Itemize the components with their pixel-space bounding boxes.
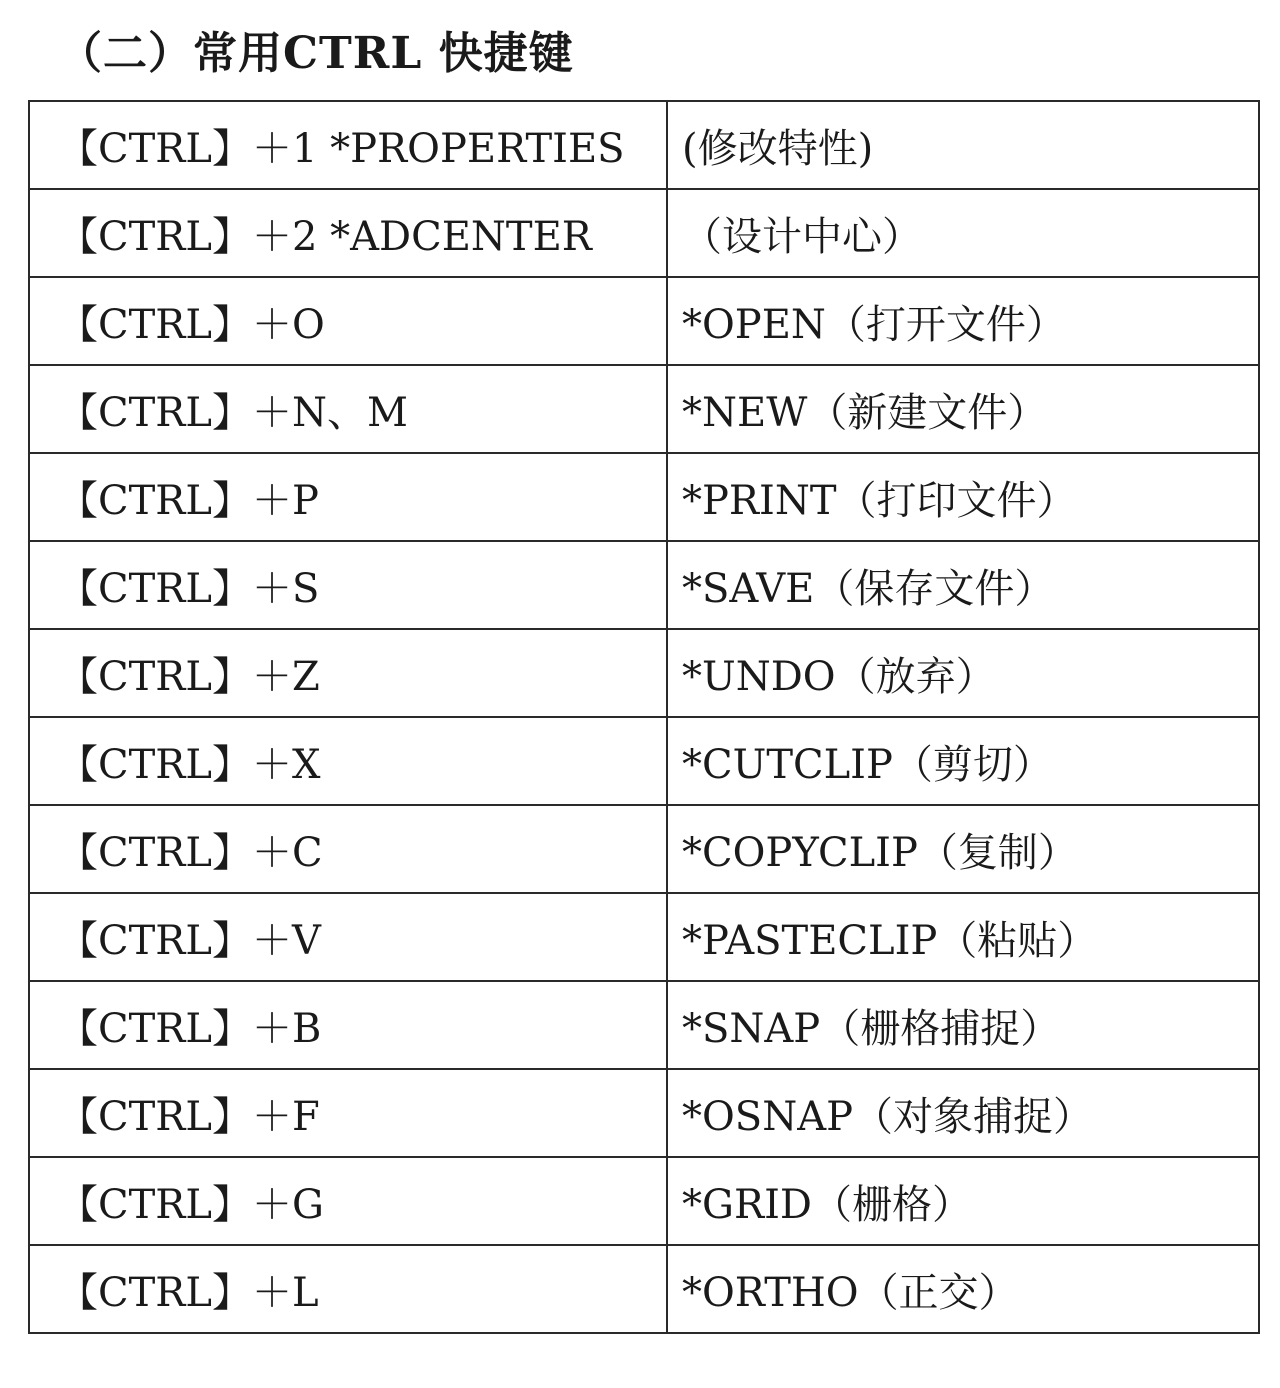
table-row (29, 1069, 1259, 1157)
table-row (29, 805, 1259, 893)
command-cell: （设计中心） (667, 189, 1259, 277)
table-row (29, 893, 1259, 981)
shortcut-key-cell: 【CTRL】＋N、M (29, 365, 667, 453)
shortcut-key-cell: 【CTRL】＋1 *PROPERTIES (29, 101, 667, 189)
table-row (29, 365, 1259, 453)
command-cell: *SNAP（栅格捕捉） (667, 981, 1259, 1069)
command-cell: *OSNAP（对象捕捉） (667, 1069, 1259, 1157)
command-cell: *COPYCLIP（复制） (667, 805, 1259, 893)
table-row (29, 1157, 1259, 1245)
shortcut-key-cell: 【CTRL】＋2 *ADCENTER (29, 189, 667, 277)
shortcut-key-cell: 【CTRL】＋G (29, 1157, 667, 1245)
command-cell: *PRINT（打印文件） (667, 453, 1259, 541)
command-cell: *NEW（新建文件） (667, 365, 1259, 453)
command-cell: *ORTHO（正交） (667, 1245, 1259, 1333)
table-row (29, 541, 1259, 629)
table-row (29, 1245, 1259, 1333)
table-row (29, 277, 1259, 365)
shortcut-table (28, 100, 1260, 1334)
section-heading: （二）常用CTRL 快捷键 (58, 28, 574, 79)
shortcut-key-cell: 【CTRL】＋B (29, 981, 667, 1069)
command-cell: *UNDO（放弃） (667, 629, 1259, 717)
table-row (29, 717, 1259, 805)
shortcut-key-cell: 【CTRL】＋O (29, 277, 667, 365)
shortcut-key-cell: 【CTRL】＋S (29, 541, 667, 629)
command-cell: *CUTCLIP（剪切） (667, 717, 1259, 805)
command-cell: *PASTECLIP（粘贴） (667, 893, 1259, 981)
shortcut-key-cell: 【CTRL】＋F (29, 1069, 667, 1157)
table-row (29, 981, 1259, 1069)
table-row (29, 629, 1259, 717)
shortcut-key-cell: 【CTRL】＋C (29, 805, 667, 893)
command-cell: (修改特性) (667, 101, 1259, 189)
shortcut-key-cell: 【CTRL】＋L (29, 1245, 667, 1333)
command-cell: *OPEN（打开文件） (667, 277, 1259, 365)
shortcut-key-cell: 【CTRL】＋V (29, 893, 667, 981)
shortcut-key-cell: 【CTRL】＋X (29, 717, 667, 805)
shortcut-key-cell: 【CTRL】＋Z (29, 629, 667, 717)
shortcut-key-cell: 【CTRL】＋P (29, 453, 667, 541)
command-cell: *SAVE（保存文件） (667, 541, 1259, 629)
table-row (29, 453, 1259, 541)
table-row (29, 101, 1259, 189)
command-cell: *GRID（栅格） (667, 1157, 1259, 1245)
table-row (29, 189, 1259, 277)
